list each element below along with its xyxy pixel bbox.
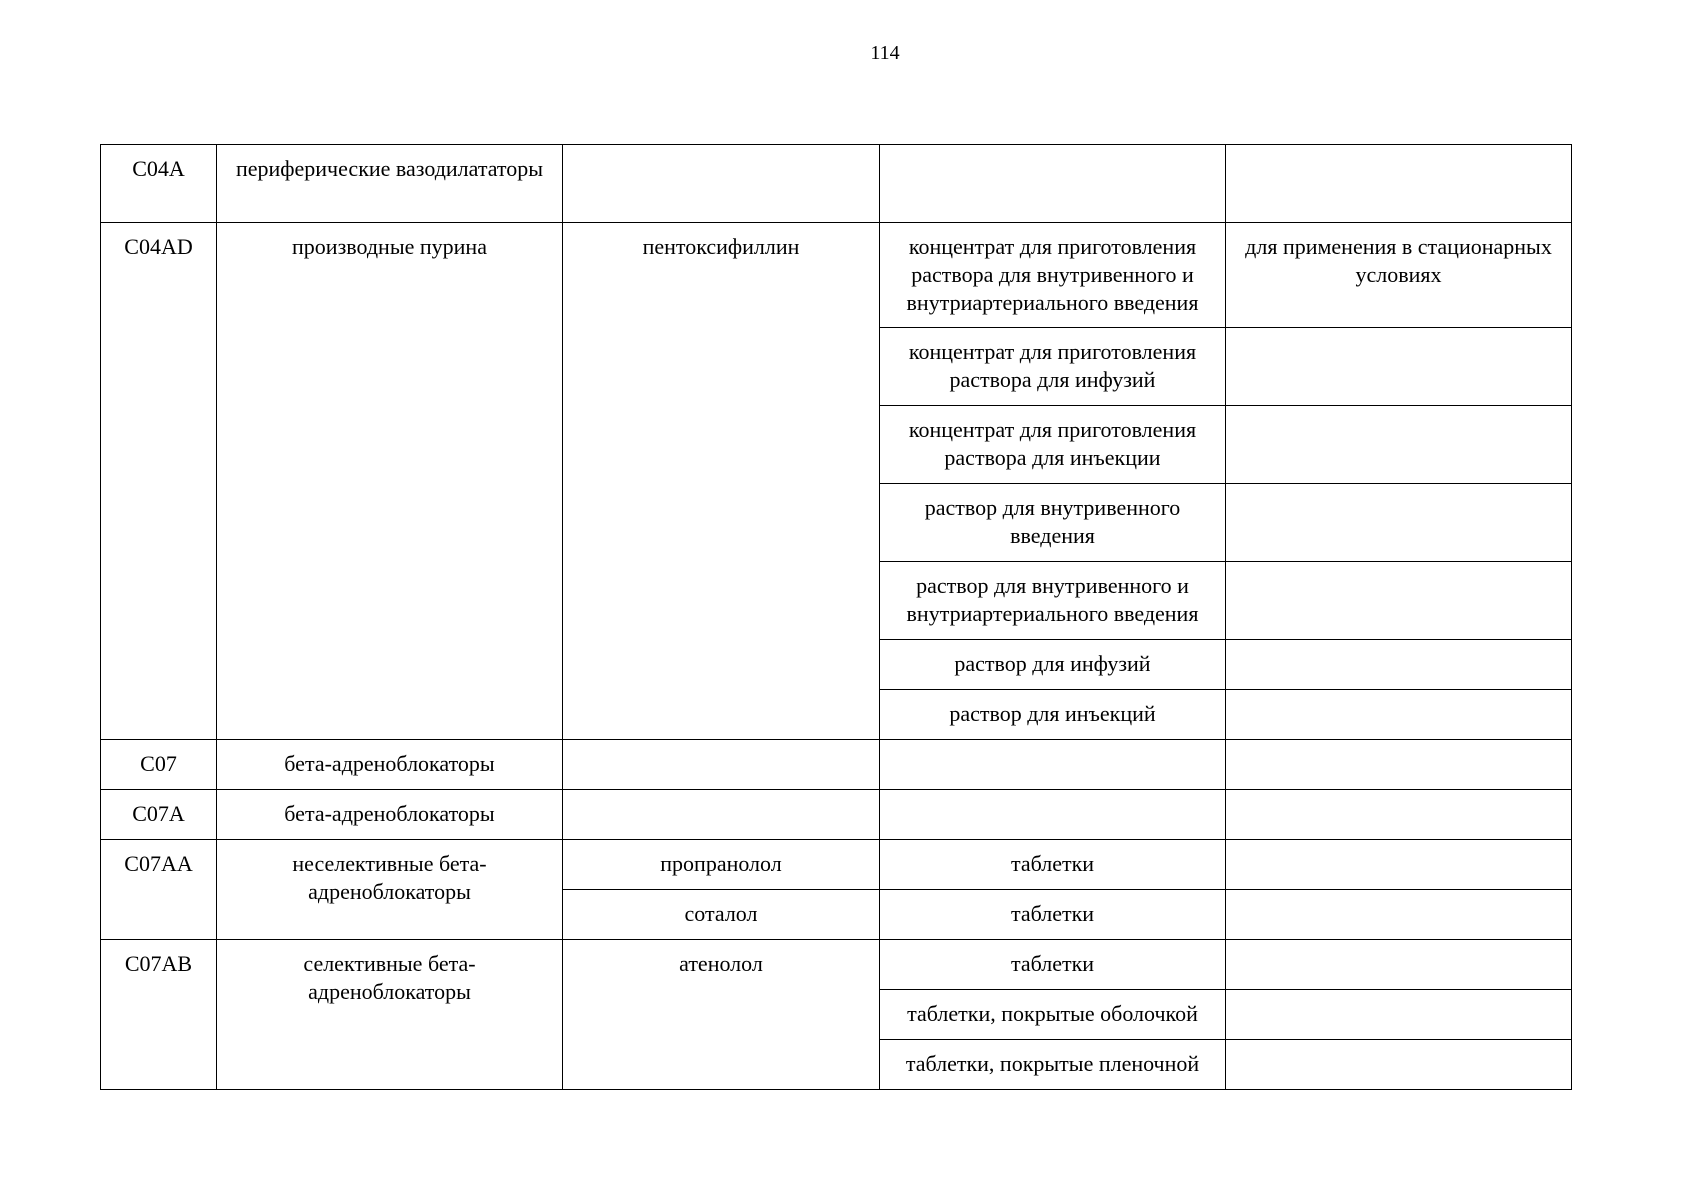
dosage-form-cell: раствор для внутривенного и внутриартериального введения [880,562,1226,640]
group-name-cell: периферические вазодилататоры [217,145,563,223]
note-cell [1226,840,1572,890]
note-cell [1226,484,1572,562]
dosage-form-cell [880,790,1226,840]
group-name-cell: бета-адреноблокаторы [217,740,563,790]
note-cell [1226,562,1572,640]
atc-code-cell: C04A [101,145,217,223]
group-name-cell: производные пурина [217,223,563,740]
dosage-form-cell: концентрат для приготовления раствора для инъекции [880,406,1226,484]
note-cell [1226,790,1572,840]
note-cell [1226,328,1572,406]
note-cell [1226,890,1572,940]
drug-name-cell: пропранолол [563,840,880,890]
table-row [101,145,1572,223]
page-number: 114 [870,42,900,64]
atc-code-cell: C04AD [101,223,217,740]
atc-code-cell: C07AA [101,840,217,940]
drug-name-cell: атенолол [563,940,880,1090]
drug-name-cell [563,790,880,840]
note-cell [1226,690,1572,740]
dosage-form-cell: таблетки [880,890,1226,940]
note-cell [1226,640,1572,690]
dosage-form-cell: таблетки, покрытые пленочной [880,1040,1226,1090]
dosage-form-cell: таблетки [880,940,1226,990]
atc-code-cell: C07 [101,740,217,790]
group-name-cell: бета-адреноблокаторы [217,790,563,840]
dosage-form-cell [880,740,1226,790]
dosage-form-cell [880,145,1226,223]
table-row [101,223,1572,328]
dosage-form-cell: раствор для инъекций [880,690,1226,740]
atc-code-cell: C07AB [101,940,217,1090]
dosage-form-cell: раствор для внутривенного введения [880,484,1226,562]
note-cell: для применения в стационарных условиях [1226,223,1572,328]
dosage-form-cell: концентрат для приготовления раствора для внутривенного и внутриартериального введения [880,223,1226,328]
dosage-form-cell: концентрат для приготовления раствора для инфузий [880,328,1226,406]
table-row [101,740,1572,790]
group-name-cell: селективные бета-адреноблокаторы [217,940,563,1090]
note-cell [1226,940,1572,990]
note-cell [1226,990,1572,1040]
drug-name-cell: пентоксифиллин [563,223,880,740]
dosage-form-cell: таблетки [880,840,1226,890]
dosage-form-cell: таблетки, покрытые оболочкой [880,990,1226,1040]
note-cell [1226,406,1572,484]
table-row [101,790,1572,840]
drug-name-cell [563,145,880,223]
drug-name-cell: соталол [563,890,880,940]
note-cell [1226,1040,1572,1090]
drug-list-table [100,144,1572,1090]
atc-code-cell: C07A [101,790,217,840]
dosage-form-cell: раствор для инфузий [880,640,1226,690]
table-row [101,840,1572,890]
group-name-cell: неселективные бета-адреноблокаторы [217,840,563,940]
note-cell [1226,145,1572,223]
drug-name-cell [563,740,880,790]
table-row [101,940,1572,990]
note-cell [1226,740,1572,790]
